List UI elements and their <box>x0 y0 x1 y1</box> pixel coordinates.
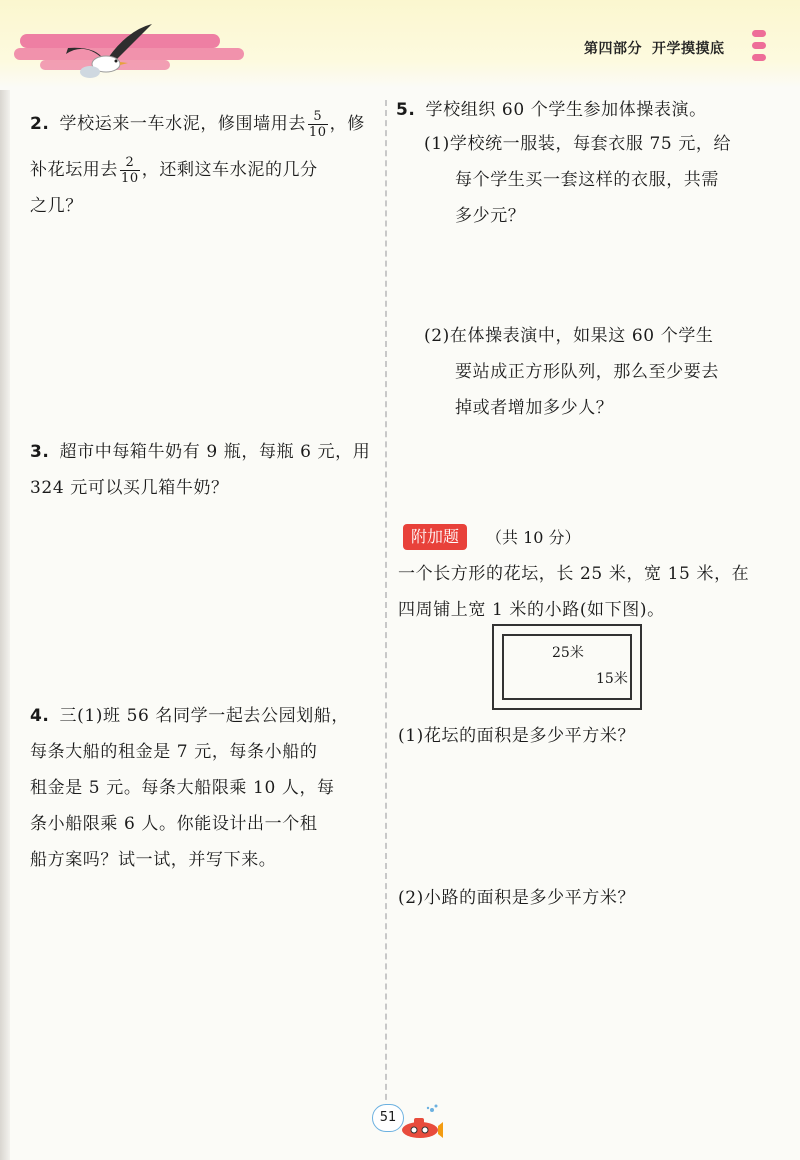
question-3-line-1 <box>30 434 380 470</box>
question-4 <box>30 698 380 878</box>
page-edge <box>0 90 10 1160</box>
question-5 <box>396 92 786 128</box>
header-decoration <box>752 30 766 62</box>
submarine-icon <box>398 1102 444 1142</box>
question-4-line-4: 条小船限乘 6 人。你能设计出一个租 <box>30 814 318 834</box>
fraction-numerator: 5 <box>308 109 328 125</box>
length-label: 25米 <box>552 645 584 661</box>
seagull-icon <box>58 20 158 84</box>
bonus-tag: 附加题 <box>403 524 467 550</box>
question-text: 补花坛用去 <box>30 160 118 180</box>
garden-path-figure <box>492 624 642 710</box>
bonus-part-2: (2)小路的面积是多少平方米？ <box>398 888 636 908</box>
column-divider <box>385 100 387 1120</box>
question-4-line-2: 每条大船的租金是 7 元，每条小船的 <box>30 742 318 762</box>
question-5-part-2 <box>424 318 786 426</box>
question-5-part-1-line-3: 多少元？ <box>455 206 526 226</box>
question-5-part-2-line-2: 要站成正方形队列，那么至少要去 <box>455 362 719 382</box>
question-number: 2. <box>30 114 50 134</box>
question-3 <box>30 434 380 506</box>
garden-rectangle <box>502 634 632 700</box>
question-5-part-2-line-1: (2)在体操表演中，如果这 60 个学生 <box>424 326 714 346</box>
question-5-part-1-line-2: 每个学生买一套这样的衣服，共需 <box>455 170 719 190</box>
bonus-part-1: (1)花坛的面积是多少平方米？ <box>398 726 636 746</box>
header-section: 第四部分 <box>584 41 642 57</box>
bonus-stem <box>398 556 788 628</box>
fraction-denominator: 10 <box>308 125 327 140</box>
page-number: 51 <box>372 1104 404 1132</box>
fraction-numerator: 2 <box>120 155 140 171</box>
header-name: 开学摸摸底 <box>652 41 725 57</box>
question-text: ，修 <box>329 114 365 134</box>
question-number: 5. <box>396 100 416 120</box>
question-5-part-2-line-3: 掉或者增加多少人？ <box>455 398 614 418</box>
question-2-line-2 <box>30 152 380 188</box>
fraction-two-tenths <box>120 155 140 186</box>
question-3-line-2: 324 元可以买几箱牛奶？ <box>30 478 229 498</box>
question-text: ，还剩这车水泥的几分 <box>141 160 318 180</box>
question-text: 学校运来一车水泥，修围墙用去 <box>59 114 306 134</box>
question-5-part-1-line-1: (1)学校统一服装，每套衣服 75 元，给 <box>424 134 732 154</box>
header-title <box>584 36 725 60</box>
question-text: 超市中每箱牛奶有 9 瓶，每瓶 6 元，用 <box>59 442 371 462</box>
bonus-score: （共 10 分） <box>486 528 581 547</box>
question-4-line-5: 船方案吗？试一试，并写下来。 <box>30 850 277 870</box>
fraction-denominator: 10 <box>121 171 139 186</box>
fraction-five-tenths <box>308 109 328 140</box>
question-5-part-1 <box>424 126 786 234</box>
question-2-line-3: 之几？ <box>30 196 83 216</box>
bonus-line-2: 四周铺上宽 1 米的小路(如下图)。 <box>398 600 665 620</box>
question-2 <box>30 106 380 224</box>
question-4-line-1 <box>30 698 380 734</box>
question-number: 4. <box>30 706 50 726</box>
question-2-line-1 <box>30 106 380 142</box>
width-label: 15米 <box>596 671 628 687</box>
question-text: 三(1)班 56 名同学一起去公园划船， <box>59 706 350 726</box>
bonus-line-1: 一个长方形的花坛，长 25 米，宽 15 米，在 <box>398 564 750 584</box>
question-text: 学校组织 60 个学生参加体操表演。 <box>425 100 707 120</box>
question-number: 3. <box>30 442 50 462</box>
question-4-line-3: 租金是 5 元。每条大船限乘 10 人，每 <box>30 778 335 798</box>
